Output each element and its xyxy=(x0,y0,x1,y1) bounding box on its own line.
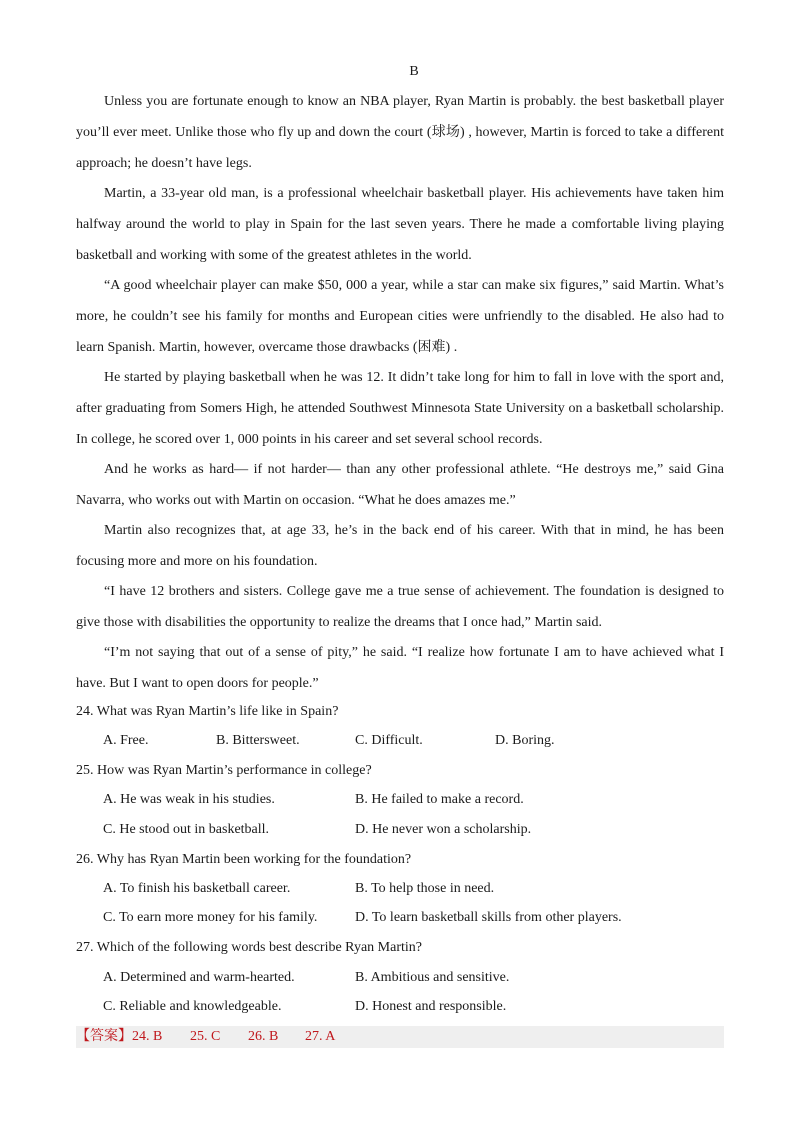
paragraph-6: Martin also recognizes that, at age 33, he’s in the back end of his career. With that in mind, he has been focusing more and more on his foundation. xyxy=(76,523,724,569)
question-26-option-d: D. To learn basketball skills from other players. xyxy=(355,910,622,925)
question-26-option-c: C. To earn more money for his family. xyxy=(103,910,318,925)
question-25-option-a: A. He was weak in his studies. xyxy=(103,792,275,807)
answer-26: 26. B xyxy=(248,1029,279,1044)
section-label: B xyxy=(409,64,419,79)
answer-27: 27. A xyxy=(305,1029,336,1044)
question-27-stem: 27. Which of the following words best describe Ryan Martin? xyxy=(76,940,422,955)
paragraph-3: “A good wheelchair player can make $50, 000 a year, while a star can make six figures,” said Martin. What’s more, he couldn’t see his family for months and European cities were unfriendly to the disabled. He also had to learn Spanish. Martin, however, overcame those drawbacks (困难) . xyxy=(76,278,724,355)
answer-label: 【答案】 xyxy=(76,1029,132,1044)
answer-bar xyxy=(76,1026,724,1048)
question-27-option-a: A. Determined and warm-hearted. xyxy=(103,970,295,985)
question-24-option-c: C. Difficult. xyxy=(355,733,423,748)
answer-24: 24. B xyxy=(132,1029,163,1044)
question-26-stem: 26. Why has Ryan Martin been working for the foundation? xyxy=(76,852,412,867)
answer-25: 25. C xyxy=(190,1029,221,1044)
question-24-stem: 24. What was Ryan Martin’s life like in Spain? xyxy=(76,704,339,719)
question-25-option-b: B. He failed to make a record. xyxy=(355,792,524,807)
question-27-option-c: C. Reliable and knowledgeable. xyxy=(103,999,282,1014)
paragraph-4: He started by playing basketball when he was 12. It didn’t take long for him to fall in love with the sport and, after graduating from Somers High, he attended Southwest Minnesota State University on a basketball scholarship. In college, he scored over 1, 000 points in his career and set several school records. xyxy=(76,370,724,447)
question-27-option-d: D. Honest and responsible. xyxy=(355,999,507,1014)
question-27-option-b: B. Ambitious and sensitive. xyxy=(355,970,510,985)
paragraph-2: Martin, a 33-year old man, is a professional wheelchair basketball player. His achievements have taken him halfway around the world to play in Spain for the last seven years. There he made a comfortable living playing basketball and working with some of the greatest athletes in the world. xyxy=(76,186,724,263)
paragraph-7: “I have 12 brothers and sisters. College gave me a true sense of achievement. The foundation is designed to give those with disabilities the opportunity to realize the dreams that I once had,” Martin said. xyxy=(76,584,724,630)
paragraph-5: And he works as hard— if not harder— than any other professional athlete. “He destroys me,” said Gina Navarra, who works out with Martin on occasion. “What he does amazes me.” xyxy=(76,462,724,508)
question-25-option-c: C. He stood out in basketball. xyxy=(103,822,270,837)
paragraph-8: “I’m not saying that out of a sense of pity,” he said. “I realize how fortunate I am to have achieved what I have. But I want to open doors for people.” xyxy=(76,645,724,691)
question-24-option-a: A. Free. xyxy=(103,733,149,748)
paragraph-1: Unless you are fortunate enough to know an NBA player, Ryan Martin is probably. the best basketball player you’ll ever meet. Unlike those who fly up and down the court (球场) , however, Martin is forced to take a different approach; he doesn’t have legs. xyxy=(76,94,724,171)
question-25-stem: 25. How was Ryan Martin’s performance in college? xyxy=(76,763,372,778)
question-24-option-d: D. Boring. xyxy=(495,733,555,748)
question-26-option-a: A. To finish his basketball career. xyxy=(103,881,291,896)
question-25-option-d: D. He never won a scholarship. xyxy=(355,822,532,837)
question-26-option-b: B. To help those in need. xyxy=(355,881,495,896)
question-24-option-b: B. Bittersweet. xyxy=(216,733,300,748)
